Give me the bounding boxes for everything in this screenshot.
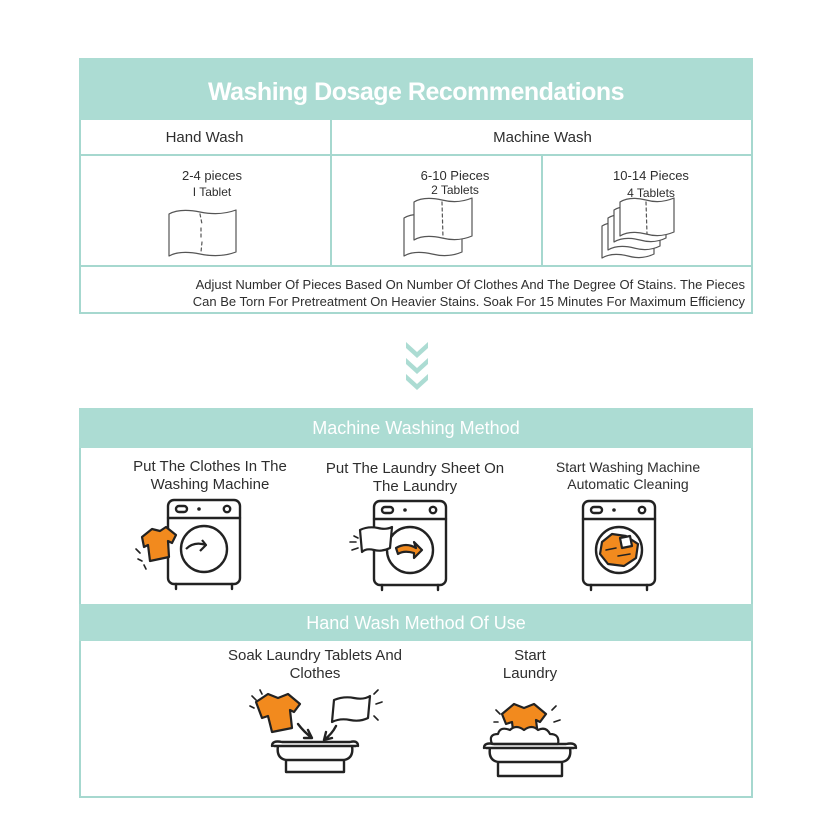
- machine-step-3-line1: Start Washing Machine: [555, 459, 701, 475]
- hand-pieces: 2-4 pieces: [182, 168, 242, 183]
- washing-machine-icon: [580, 498, 660, 590]
- machine-step-1-line2: Washing Machine: [150, 476, 270, 493]
- washing-machine-icon: [136, 497, 246, 589]
- washing-machine-icon: [344, 498, 454, 590]
- chevron-down-icon: [404, 340, 430, 396]
- machine-step-1-line1: Put The Clothes In The: [133, 458, 287, 475]
- basin-wash-icon: [480, 696, 580, 788]
- four-sheets-icon: [600, 198, 684, 264]
- machine-large-tablets: 4 Tablets: [627, 186, 675, 200]
- dosage-note-line2: Can Be Torn For Pretreatment On Heavier Stains. Soak For 15 Minutes For Maximum Efficiency: [192, 294, 745, 309]
- hand-step-2-line2: Laundry: [502, 665, 558, 682]
- dosage-title: Washing Dosage Recommendations: [207, 78, 625, 106]
- divider: [79, 265, 753, 267]
- machine-method-title: Machine Washing Method: [312, 418, 520, 438]
- dosage-note-line1: Adjust Number Of Pieces Based On Number Of Clothes And The Degree Of Stains. The Pieces: [195, 277, 745, 292]
- machine-small-tablets: 2 Tablets: [431, 183, 479, 197]
- hand-wash-header: Hand Wash: [165, 129, 244, 146]
- machine-small-pieces: 6-10 Pieces: [420, 168, 490, 183]
- hand-tablets: I Tablet: [192, 185, 232, 199]
- single-sheet-icon: [166, 206, 246, 262]
- hand-step-2-line1: Start: [514, 647, 546, 664]
- hand-method-title: Hand Wash Method Of Use: [306, 613, 526, 633]
- machine-wash-header: Machine Wash: [493, 129, 592, 146]
- machine-step-3-line2: Automatic Cleaning: [567, 476, 689, 492]
- machine-step-2-line2: The Laundry: [372, 478, 458, 495]
- divider: [79, 154, 753, 156]
- machine-step-2-line1: Put The Laundry Sheet On: [325, 460, 505, 477]
- two-sheets-icon: [400, 196, 480, 264]
- machine-large-pieces: 10-14 Pieces: [613, 168, 689, 183]
- hand-step-1-line1: Soak Laundry Tablets And: [227, 647, 403, 664]
- basin-soak-icon: [246, 686, 386, 786]
- hand-step-1-line2: Clothes: [289, 665, 341, 682]
